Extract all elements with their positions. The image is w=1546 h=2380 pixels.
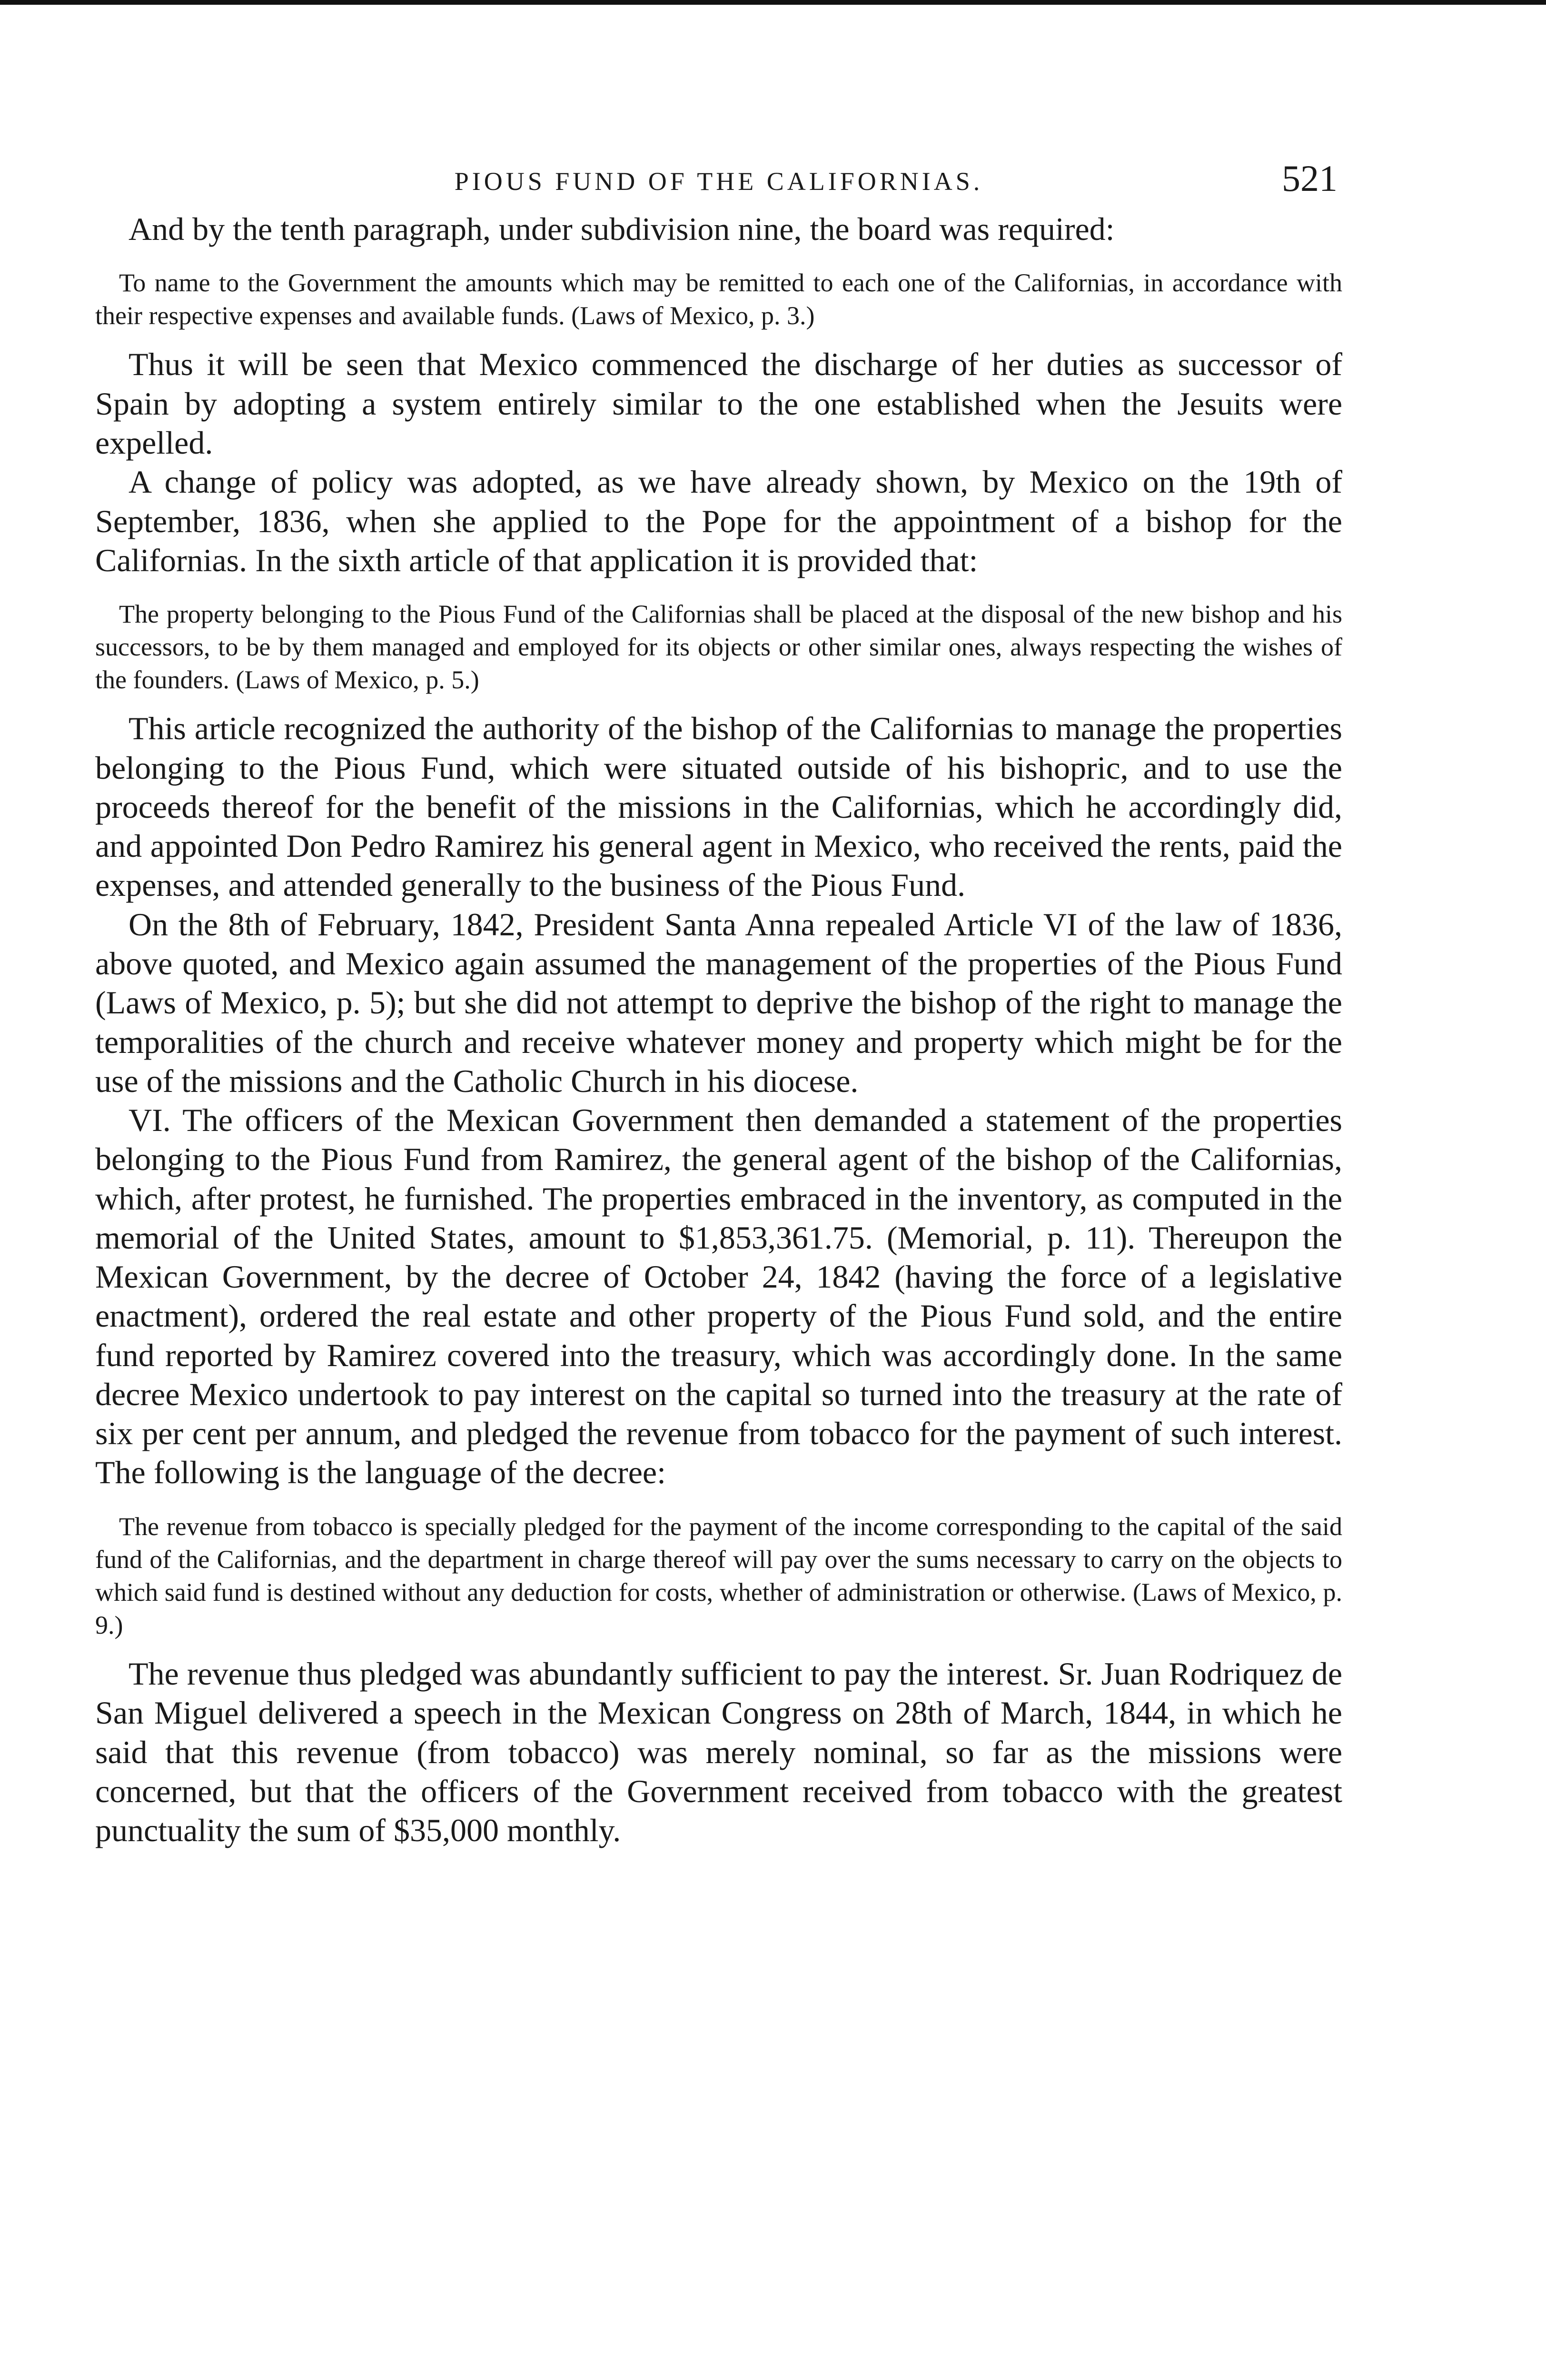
body-paragraph: Thus it will be seen that Mexico commenced the discharge of her duties as successor of Spain by adopting a system entirely similar to the one established when the Jesuits were expelled. bbox=[95, 346, 1342, 461]
body-paragraph: This article recognized the authority of the bishop of the Californias to manage the properties belonging to the Pious Fund, which were situated outside of his bishopric, and to use the proceeds thereof for the benefit of the missions in the Californias, which he accordingly did, and appointed Don Pedro Ramirez his general agent in Mexico, who received the rents, paid the expenses, and attended generally to the business of the Pious Fund. bbox=[95, 710, 1342, 903]
document-page bbox=[95, 157, 1342, 1850]
body-paragraph: A change of policy was adopted, as we have already shown, by Mexico on the 19th of September, 1836, when she applied to the Pope for the appointment of a bishop for the Californias. In the sixth article of that application it is provided that: bbox=[95, 464, 1342, 578]
body-paragraph: On the 8th of February, 1842, President Santa Anna repealed Article VI of the law of 1836, above quoted, and Mexico again assumed the management of the properties of the Pious Fund (Laws of Mexico, p. 5); but she did not attempt to deprive the bishop of the right to manage the temporalities of the church and receive whatever money and property which might be for the use of the missions and the Catholic Church in his diocese. bbox=[95, 906, 1342, 1099]
body-paragraph: VI. The officers of the Mexican Government then demanded a statement of the properties belonging to the Pious Fund from Ramirez, the general agent of the bishop of the Californias, which, after protest, he furnished. The properties embraced in the inventory, as computed in the memorial of the United States, amount to $1,853,361.75. (Memorial, p. 11). Thereupon the Mexican Government, by the decree of October 24, 1842 (having the force of a legislative enactment), ordered the real estate and other property of the Pious Fund sold, and the entire fund reported by Ramirez covered into the treasury, which was accordingly done. In the same decree Mexico undertook to pay interest on the capital so turned into the treasury at the rate of six per cent per annum, and pledged the revenue from tobacco for the payment of such interest. The following is the language of the decree: bbox=[95, 1102, 1342, 1491]
top-border-rule bbox=[0, 0, 1546, 5]
page-number: 521 bbox=[1282, 158, 1338, 199]
block-quote: To name to the Government the amounts which may be remitted to each one of the Californias, in accordance with their respective expenses and available funds. (Laws of Mexico, p. 3.) bbox=[95, 268, 1342, 330]
block-quote: The property belonging to the Pious Fund of the Californias shall be placed at the disposal of the new bishop and his successors, to be by them managed and employed for its objects or other similar ones, always respecting the wishes of the founders. (Laws of Mexico, p. 5.) bbox=[95, 600, 1342, 694]
block-quote: The revenue from tobacco is specially pledged for the payment of the income corresponding to the capital of the said fund of the Californias, and the department in charge thereof will pay over the sums necessary to carry on the objects to which said fund is destined without any deduction for costs, whether of administration or otherwise. (Laws of Mexico, p. 9.) bbox=[95, 1512, 1342, 1640]
body-paragraph: And by the tenth paragraph, under subdivision nine, the board was required: bbox=[129, 211, 1115, 247]
body-paragraph: The revenue thus pledged was abundantly sufficient to pay the interest. Sr. Juan Rodriquez de San Miguel delivered a speech in the Mexican Congress on 28th of March, 1844, in which he said that this revenue (from tobacco) was merely nominal, so far as the missions were concerned, but that the officers of the Government received from tobacco with the greatest punctuality the sum of $35,000 monthly. bbox=[95, 1656, 1342, 1849]
running-head-title: PIOUS FUND OF THE CALIFORNIAS. bbox=[454, 167, 983, 196]
running-head bbox=[95, 157, 1342, 209]
